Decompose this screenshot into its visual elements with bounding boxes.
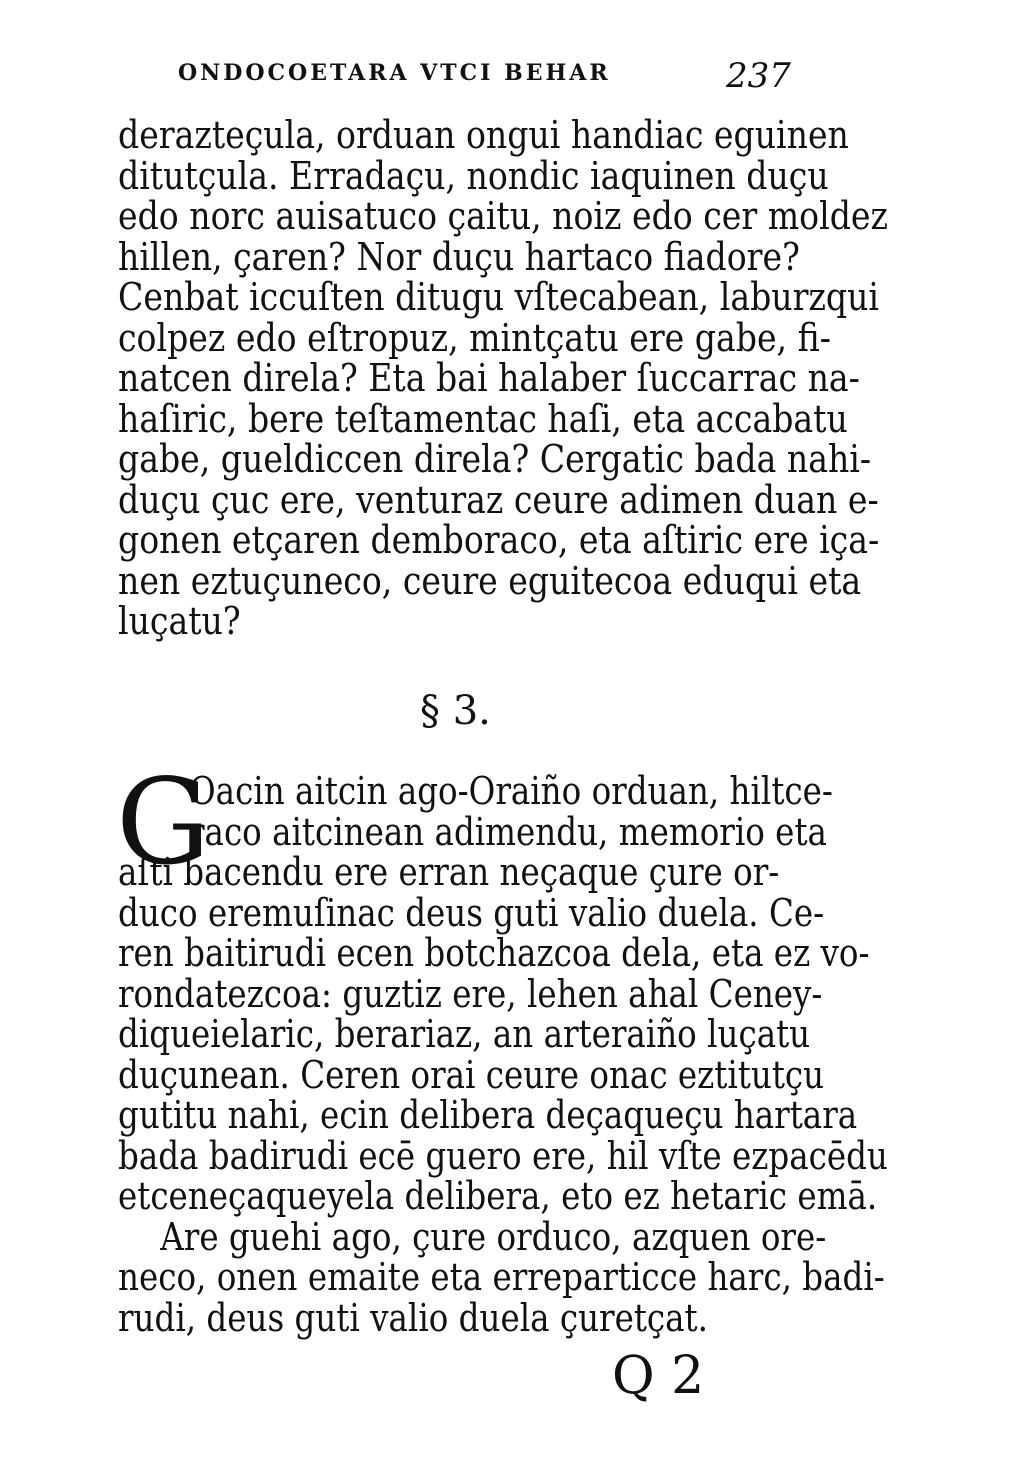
running-head <box>178 56 818 96</box>
text-line: ditutçula. Erradaçu, nondic iaquinen duçu <box>118 153 829 199</box>
text-line: Cenbat iccuſten ditugu vſtecabean, laburzqui <box>118 275 880 320</box>
text-line: duco eremuſinac deus guti valio duela. Ce- <box>118 890 825 936</box>
signature-mark: Q 2 <box>612 1346 705 1406</box>
text-line: edo norc auisatuco çaitu, noiz edo cer moldez <box>118 194 888 239</box>
text-line: bada badirudi ecē guero ere, hil vſte ezpacēdu <box>118 1133 888 1179</box>
text-line: natcen direla? Eta bai halaber ſuccarrac na- <box>118 356 860 401</box>
page-number: 237 <box>726 56 791 96</box>
text-line: aſti bacendu ere erran neçaque çure or- <box>118 850 780 895</box>
text-line: Are guehi ago, çure orduco, azquen ore- <box>160 1214 827 1260</box>
text-line: ren baitirudi ecen botchazcoa dela, eta ez vo- <box>118 931 870 976</box>
text-line: gonen etçaren demboraco, eta aſtiric ere iça- <box>118 518 880 563</box>
text-line: haſiric, bere teſtamentac haſi, eta accabatu <box>118 396 848 442</box>
text-line: nen eztuçuneco, ceure eguitecoa eduqui eta <box>118 558 862 604</box>
text-line: Oacin aitcin ago-Oraiño orduan, hiltce- <box>188 769 833 814</box>
paragraph-2 <box>116 753 1023 1341</box>
running-title: ONDOCOETARA VTCI BEHAR <box>178 60 611 86</box>
text-line: colpez edo eſtropuz, mintçatu ere gabe, fi- <box>118 315 831 361</box>
text-line: duçunean. Ceren orai ceure onac eztitutçu <box>118 1052 825 1098</box>
text-line: raco aitcinean adimendu, memorio eta <box>188 809 827 855</box>
text-line: diqueielaric, berariaz, an arteraiño luçatu <box>118 1012 811 1057</box>
drop-cap: G <box>116 753 211 891</box>
text-line: hillen, çaren? Nor duçu hartaco fiadore? <box>118 234 800 280</box>
text-line: gutitu nahi, ecin delibera deçaqueçu hartara <box>118 1093 858 1138</box>
text-line: derazteçula, orduan ongui handiac eguinen <box>118 113 849 158</box>
text-line: etceneçaqueyela delibera, eto ez hetaric emā. <box>118 1174 878 1219</box>
text-line: rudi, deus guti valio duela çuretçat. <box>118 1295 708 1341</box>
text-line: duçu çuc ere, venturaz ceure adimen duan e- <box>118 477 879 523</box>
text-line: luçatu? <box>118 599 241 644</box>
text-line: neco, onen emaite eta erreparticce harc, badi- <box>118 1255 885 1300</box>
text-line: rondatezcoa: guztiz ere, lehen ahal Ceney- <box>118 971 823 1017</box>
text-line: gabe, gueldiccen direla? Cergatic bada nahi- <box>118 437 872 482</box>
section-heading: § 3. <box>420 688 491 734</box>
paragraph-1 <box>118 113 1013 644</box>
